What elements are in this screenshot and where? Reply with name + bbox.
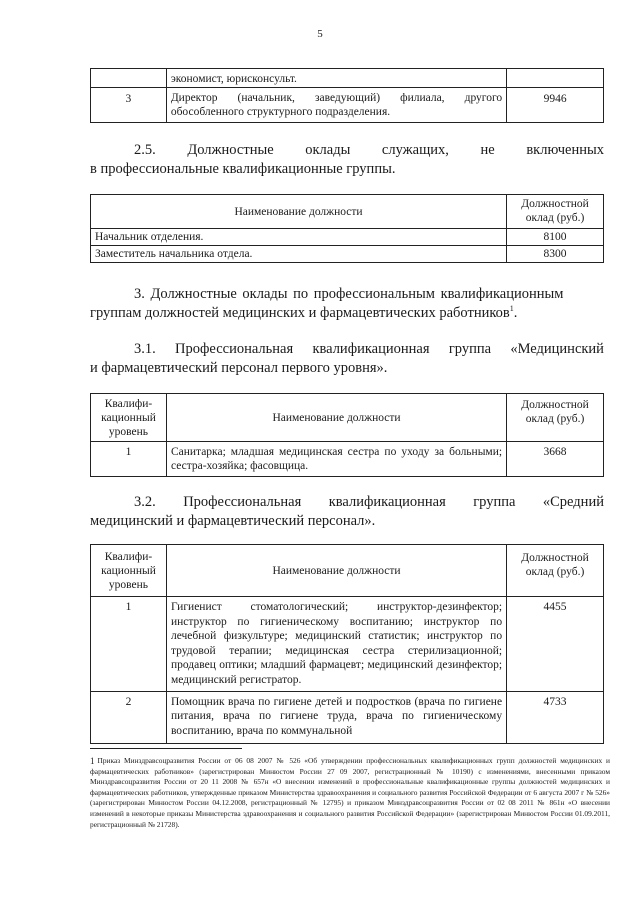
heading-word: не: [480, 142, 495, 158]
heading-word: квалификационная: [328, 494, 446, 510]
table-header-row: [91, 394, 604, 442]
header-position: Наименование должности: [166, 394, 506, 442]
heading-line-1: 3. Должностные оклады по профессиональным квалификационным: [134, 286, 564, 302]
footnote-divider: [90, 748, 242, 749]
heading-word: Профессиональная: [175, 341, 294, 357]
heading-line-2: медицинский и фармацевтический персонал».: [90, 513, 376, 529]
section-3-1-heading: [90, 340, 604, 378]
salary-cell: 3668: [507, 442, 604, 477]
header-salary: Должностной оклад (руб.): [507, 195, 604, 229]
heading-line-2: [90, 304, 604, 323]
level-cell: 1: [91, 597, 167, 692]
header-level: Квалифи-кационный уровень: [91, 394, 167, 442]
header-position: Наименование должности: [166, 545, 506, 597]
level-cell: 1: [91, 442, 167, 477]
table-row: [91, 69, 604, 88]
section-number: 3.1.: [134, 341, 156, 357]
position-cell: Начальник отделения.: [91, 229, 507, 246]
heading-word: «Медицинский: [510, 341, 604, 357]
table-header-row: [91, 545, 604, 597]
salary-cell: 8300: [507, 246, 604, 263]
salary-cell: 9946: [507, 88, 604, 123]
heading-word: группа: [473, 494, 516, 510]
footnote-reference: 1: [509, 304, 514, 314]
heading-line-2: в профессиональные квалификационные группы.: [90, 161, 396, 177]
heading-word: служащих,: [381, 142, 449, 158]
heading-word: «Средний: [542, 494, 604, 510]
footnote-mark: 1: [90, 756, 95, 766]
heading-word: группа: [448, 341, 492, 357]
heading-line-2-end: .: [513, 305, 518, 321]
heading-word: Должностные: [187, 142, 274, 158]
header-level: Квалифи-кационный уровень: [91, 545, 167, 597]
position-cell: Санитарка; младшая медицинская сестра по уходу за больными; сестра-хозяйка; фасовщица.: [166, 442, 506, 477]
heading-line-2-text: группам должностей медицинских и фармацевтических работников: [90, 305, 510, 321]
table-3-1: [90, 393, 604, 477]
position-cell: Гигиенист стоматологический; инструктор-дезинфектор; инструктор по гигиеническому воспитанию; инструктор по лечебной физкультуре; медицинский статистик; инструктор по трудовой терапии; медицинская сестра стерилизационной; продавец оптики; младший фармацевт; медицинский дезинфектор; медицинский регистратор.: [166, 597, 506, 692]
table-row: [91, 246, 604, 263]
heading-word: Профессиональная: [183, 494, 302, 510]
continued-table: [90, 68, 604, 123]
heading-word: квалификационная: [312, 341, 430, 357]
heading-word: оклады: [305, 142, 351, 158]
position-cell: экономист, юрисконсульт.: [166, 69, 506, 88]
section-3-2-heading: [90, 493, 604, 531]
position-cell: Заместитель начальника отдела.: [91, 246, 507, 263]
table-row: [91, 442, 604, 477]
header-salary: Должностной оклад (руб.): [507, 545, 604, 597]
table-header-row: [91, 195, 604, 229]
section-3-heading: [90, 285, 604, 323]
level-cell: [91, 69, 167, 88]
footnote: [90, 756, 610, 830]
heading-word: включенных: [526, 142, 604, 158]
table-row: [91, 229, 604, 246]
section-2-5-heading: [90, 141, 604, 179]
salary-cell: [507, 69, 604, 88]
table-3-2: [90, 544, 604, 744]
position-cell: Директор (начальник, заведующий) филиала, другого обособленного структурного подразделения.: [166, 88, 506, 123]
table-row: [91, 691, 604, 743]
salary-cell: 4733: [507, 691, 604, 743]
table-row: [91, 88, 604, 123]
salary-cell: 8100: [507, 229, 604, 246]
table-2-5: [90, 194, 604, 263]
level-cell: 3: [91, 88, 167, 123]
section-number: 2.5.: [134, 142, 156, 158]
position-cell: Помощник врача по гигиене детей и подростков (врача по гигиене питания, врача по гигиене труда, врача по гигиеническому воспитанию, врача по коммунальной: [166, 691, 506, 743]
heading-line-2: и фармацевтический персонал первого уровня».: [90, 360, 388, 376]
section-number: 3.2.: [134, 494, 156, 510]
salary-cell: 4455: [507, 597, 604, 692]
table-row: [91, 597, 604, 692]
page-number: 5: [317, 28, 323, 40]
header-position: Наименование должности: [91, 195, 507, 229]
footnote-text: Приказ Минздравсоцразвития России от 06 08 2007 № 526 «Об утверждении профессиональных квалификационных групп должностей медицинских и фармацевтических работников» (зарегистрирован Минюстом России 27 09 2007, регистрационный № 10190) с изменениями, внесенными приказом Минздравсоцразвития России от 20 11 2008 № 657н «О внесении изменений в профессиональные квалификационные группы должностей медицинских и фармацевтических работников, утвержденные приказом Министерства здравоохранения и социального развития Российской Федерации от 6 августа 2007 г № 526» (зарегистрирован Минюстом России 04.12.2008, регистрационный № 12795) и приказом Минздравсоцразвития России от 02 08 2011 № 861н «О внесении изменений в некоторые приказы Министерства здравоохранения и социального развития Российской Федерации» (зарегистрирован Минюстом России 01.09.2011, регистрационный № 21728).: [90, 756, 610, 829]
level-cell: 2: [91, 691, 167, 743]
header-salary: Должностной оклад (руб.): [507, 394, 604, 442]
